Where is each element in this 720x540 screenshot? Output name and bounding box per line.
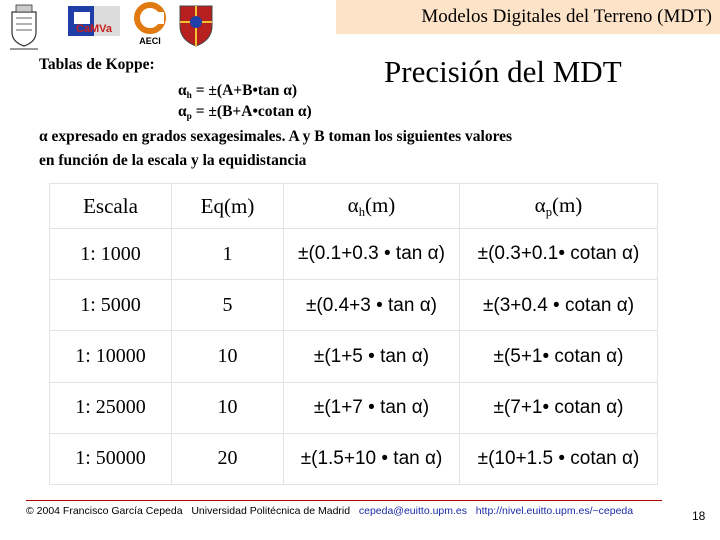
cell-alpha-h: ±(0.1+0.3 • tan α) <box>284 229 460 280</box>
cell-scale: 1: 25000 <box>50 382 172 433</box>
alpha-symbol: α <box>178 103 187 120</box>
cell-scale: 1: 50000 <box>50 433 172 484</box>
formula-h-expression: = ±(A+B•tan α) <box>191 82 298 99</box>
koppe-formula-p <box>178 103 312 122</box>
footer-email-link[interactable]: cepeda@euitto.upm.es <box>358 505 468 517</box>
alpha-symbol: α <box>178 82 187 99</box>
cell-eq: 10 <box>172 382 284 433</box>
table-row <box>50 229 658 280</box>
cell-eq: 1 <box>172 229 284 280</box>
cell-alpha-h: ±(1.5+10 • tan α) <box>284 433 460 484</box>
koppe-description-line-2: en función de la escala y la equidistancia <box>39 152 307 169</box>
cell-alpha-h: ±(1+5 • tan α) <box>284 331 460 382</box>
aeci-logo-text: AECI <box>139 36 161 46</box>
alpha-symbol: α <box>534 193 546 218</box>
footer-divider <box>26 500 662 501</box>
unit: (m) <box>551 193 583 218</box>
cell-alpha-p: ±(5+1• cotan α) <box>460 331 658 382</box>
formula-p-expression: = ±(B+A•cotan α) <box>191 103 312 120</box>
cell-alpha-h: ±(1+7 • tan α) <box>284 382 460 433</box>
subscript-p: p <box>186 111 192 122</box>
cell-scale: 1: 1000 <box>50 229 172 280</box>
cell-alpha-h: ±(0.4+3 • tan α) <box>284 280 460 331</box>
koppe-title: Tablas de Koppe: <box>39 56 155 73</box>
camva-logo-text: CaMVa <box>75 23 113 35</box>
cell-alpha-p: ±(7+1• cotan α) <box>460 382 658 433</box>
footer-university: Universidad Politécnica de Madrid <box>191 505 351 517</box>
unit: (m) <box>364 193 396 218</box>
cell-scale: 1: 10000 <box>50 331 172 382</box>
slide-heading: Precisión del MDT <box>384 54 622 89</box>
header-title: Modelos Digitales del Terreno (MDT) <box>421 6 712 27</box>
cell-scale: 1: 5000 <box>50 280 172 331</box>
table-row <box>50 382 658 433</box>
koppe-formula-h <box>178 82 297 101</box>
cell-eq: 5 <box>172 280 284 331</box>
university-shield-logo <box>176 2 216 50</box>
crest-logo <box>4 2 44 50</box>
koppe-table <box>49 183 658 485</box>
header-alpha-h <box>284 184 460 229</box>
table-row <box>50 433 658 484</box>
page-number: 18 <box>692 509 706 523</box>
cell-alpha-p: ±(3+0.4 • cotan α) <box>460 280 658 331</box>
camva-logo <box>66 2 122 50</box>
cell-alpha-p: ±(10+1.5 • cotan α) <box>460 433 658 484</box>
subscript-h: h <box>186 90 192 101</box>
aeci-logo <box>132 2 168 50</box>
cell-alpha-p: ±(0.3+0.1• cotan α) <box>460 229 658 280</box>
cell-eq: 20 <box>172 433 284 484</box>
cell-eq: 10 <box>172 331 284 382</box>
subscript-p: p <box>545 205 552 220</box>
footer-copyright: © 2004 Francisco García Cepeda <box>26 505 183 517</box>
table-row <box>50 280 658 331</box>
koppe-description-line-1: α expresado en grados sexagesimales. A y B toman los siguientes valores <box>39 128 513 145</box>
footer <box>26 505 633 517</box>
header-title-box <box>336 0 720 34</box>
header-alpha-p <box>460 184 658 229</box>
subscript-h: h <box>358 205 365 220</box>
footer-url-link[interactable]: http://nivel.euitto.upm.es/~cepeda <box>475 505 634 517</box>
header-scale: Escala <box>50 184 172 229</box>
table-row <box>50 331 658 382</box>
header-eq: Eq(m) <box>172 184 284 229</box>
table-header-row <box>50 184 658 229</box>
alpha-symbol: α <box>347 193 359 218</box>
